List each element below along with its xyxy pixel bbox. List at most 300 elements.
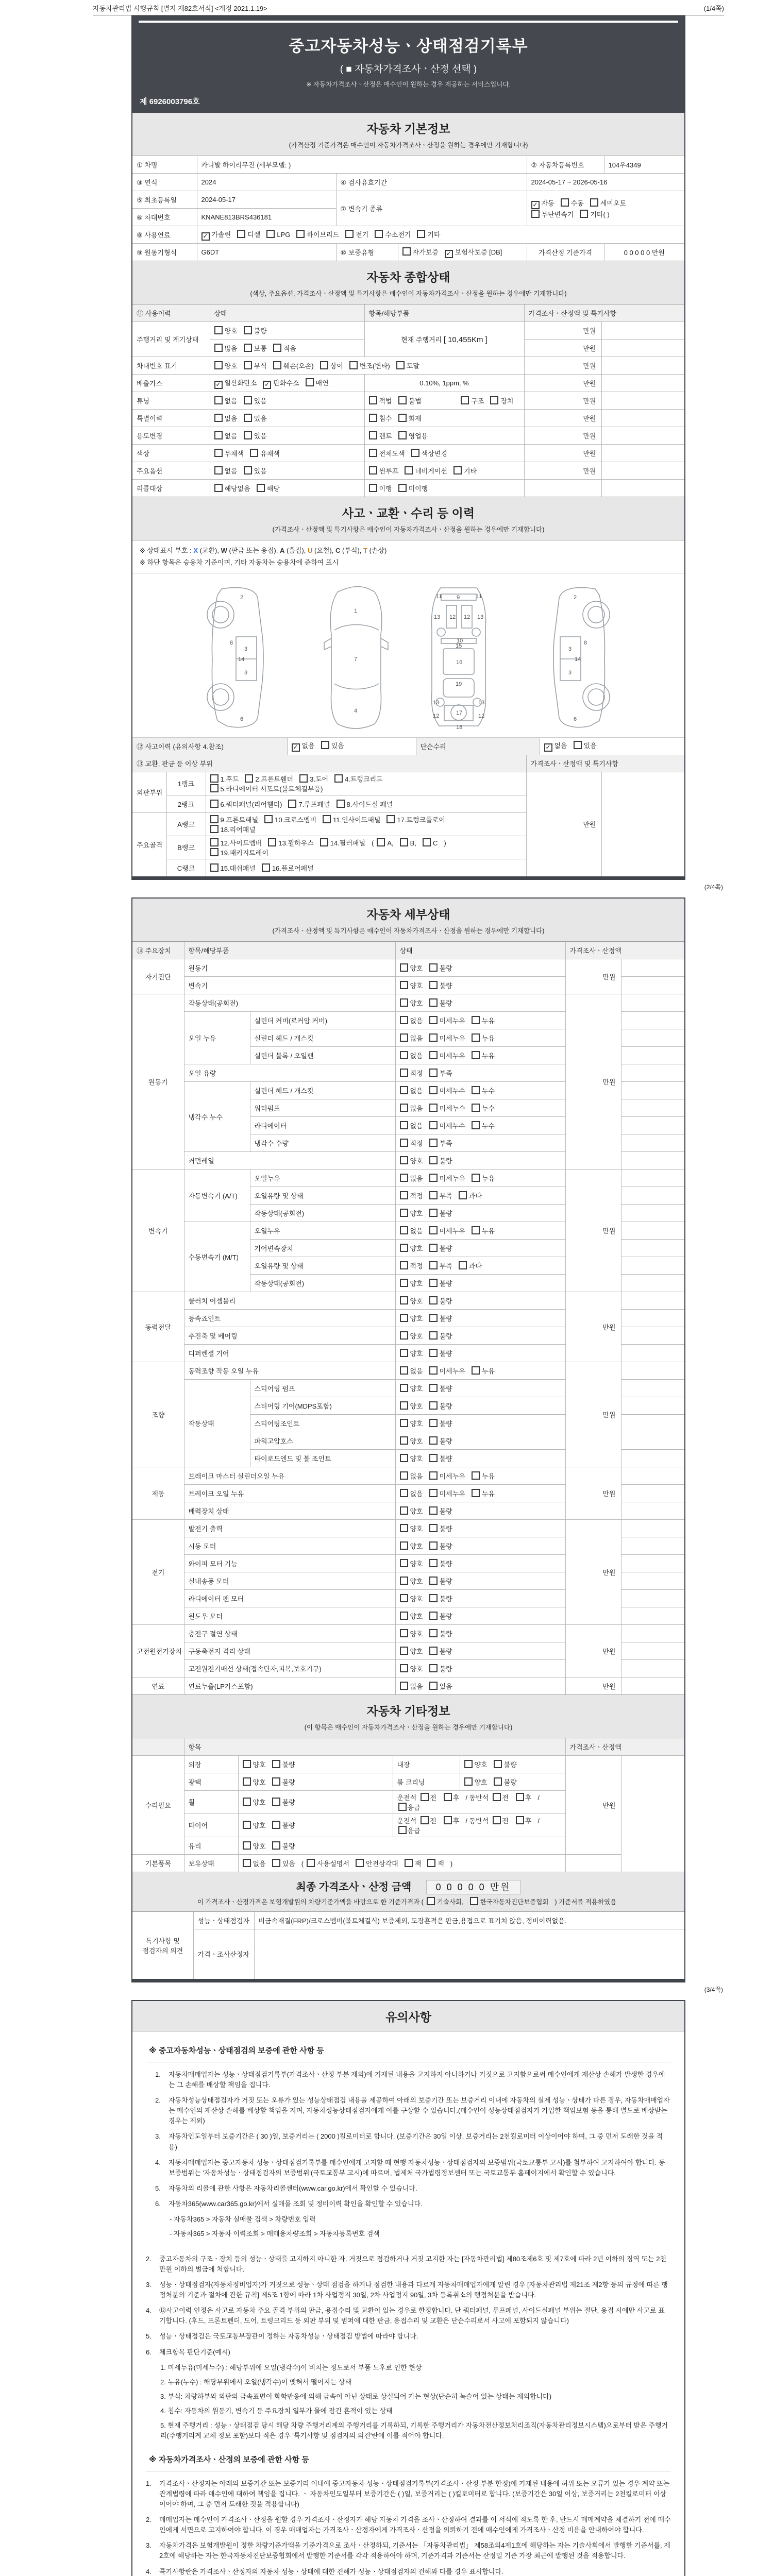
checkbox-option[interactable] [429, 1208, 452, 1218]
checkbox-icon[interactable] [400, 1156, 408, 1164]
checkbox-option[interactable] [400, 1523, 423, 1533]
checkbox-option[interactable] [472, 1033, 495, 1043]
checkbox-option[interactable] [210, 824, 256, 834]
checkbox-icon[interactable] [429, 1226, 438, 1234]
checkbox-icon[interactable] [494, 1777, 502, 1786]
checkbox-option[interactable] [453, 466, 477, 476]
checkbox-option[interactable] [590, 198, 626, 208]
checkbox-icon[interactable] [472, 1471, 480, 1480]
checkbox-icon[interactable] [400, 1261, 408, 1269]
checkbox-icon[interactable] [243, 1841, 251, 1850]
checkbox-option[interactable] [459, 1261, 482, 1270]
checkbox-icon[interactable] [210, 815, 219, 823]
checkbox-icon[interactable] [400, 1489, 408, 1497]
checkbox-option[interactable] [210, 799, 282, 809]
checkbox-option[interactable] [400, 1050, 423, 1060]
checkbox-icon[interactable] [429, 1366, 438, 1375]
checkbox-option[interactable] [369, 396, 392, 405]
checkbox-icon[interactable] [429, 1471, 438, 1480]
checkbox-icon[interactable] [296, 230, 305, 238]
checkbox-icon[interactable] [243, 1821, 251, 1829]
checkbox-checked-icon[interactable]: ✓ [201, 232, 210, 241]
checkbox-icon[interactable] [429, 1559, 438, 1567]
checkbox-icon[interactable] [444, 1816, 452, 1824]
checkbox-option[interactable] [272, 1797, 295, 1807]
checkbox-icon[interactable] [356, 1859, 364, 1867]
checkbox-icon[interactable] [429, 998, 438, 1007]
checkbox-icon[interactable] [400, 1209, 408, 1217]
checkbox-option[interactable] [400, 1226, 423, 1235]
checkbox-option[interactable] [257, 483, 280, 493]
checkbox-icon[interactable] [490, 396, 498, 404]
checkbox-option[interactable] [429, 1173, 465, 1183]
checkbox-option[interactable] [419, 1816, 436, 1825]
checkbox-option[interactable] [429, 1138, 452, 1148]
checkbox-option[interactable] [429, 998, 452, 1008]
checkbox-option[interactable] [429, 980, 452, 990]
checkbox-option[interactable] [243, 1820, 266, 1830]
checkbox-icon[interactable] [273, 344, 281, 352]
checkbox-option[interactable] [400, 1086, 423, 1095]
checkbox-icon[interactable] [444, 1793, 452, 1801]
checkbox-icon[interactable] [306, 378, 314, 386]
checkbox-option[interactable] [472, 1488, 495, 1498]
checkbox-icon[interactable] [400, 1226, 408, 1234]
checkbox-option[interactable] [561, 198, 584, 208]
checkbox-option[interactable] [427, 1858, 444, 1868]
checkbox-option[interactable] [272, 1858, 295, 1868]
checkbox-icon[interactable] [244, 431, 252, 439]
checkbox-option[interactable] [369, 483, 392, 493]
checkbox-icon[interactable] [398, 1803, 407, 1811]
checkbox-checked-icon[interactable]: ✓ [292, 743, 300, 752]
checkbox-option[interactable] [429, 1366, 465, 1376]
checkbox-option[interactable] [400, 1138, 423, 1148]
checkbox-option[interactable] [429, 1103, 465, 1113]
checkbox-icon[interactable] [429, 1033, 438, 1042]
checkbox-icon[interactable] [375, 230, 383, 238]
checkbox-option[interactable] [299, 774, 328, 784]
checkbox-option[interactable] [400, 1015, 423, 1025]
checkbox-option[interactable] [429, 1278, 452, 1288]
checkbox-option[interactable] [201, 229, 231, 241]
checkbox-icon[interactable] [429, 1436, 438, 1445]
checkbox-icon[interactable] [400, 1139, 408, 1147]
checkbox-icon[interactable] [400, 1086, 408, 1094]
checkbox-option[interactable] [244, 343, 267, 353]
checkbox-icon[interactable] [210, 848, 219, 856]
checkbox-icon[interactable] [472, 1121, 480, 1129]
checkbox-option[interactable] [423, 838, 438, 847]
checkbox-icon[interactable] [429, 1401, 438, 1410]
checkbox-icon[interactable] [493, 1816, 501, 1824]
checkbox-option[interactable] [400, 1068, 423, 1078]
checkbox-icon[interactable] [429, 1174, 438, 1182]
checkbox-icon[interactable] [400, 1244, 408, 1252]
checkbox-option[interactable] [400, 1436, 423, 1446]
checkbox-option[interactable] [461, 396, 484, 405]
checkbox-icon[interactable] [464, 1760, 473, 1768]
checkbox-icon[interactable] [400, 1559, 408, 1567]
checkbox-icon[interactable] [400, 1366, 408, 1375]
checkbox-option[interactable] [429, 1348, 452, 1358]
checkbox-icon[interactable] [398, 1826, 407, 1834]
checkbox-option[interactable] [429, 1541, 452, 1551]
checkbox-icon[interactable] [273, 361, 281, 369]
checkbox-icon[interactable] [400, 1104, 408, 1112]
checkbox-icon[interactable] [400, 1349, 408, 1357]
checkbox-option[interactable] [429, 1243, 452, 1253]
checkbox-option[interactable] [400, 1681, 423, 1691]
checkbox-icon[interactable] [257, 484, 265, 492]
checkbox-icon[interactable] [214, 431, 223, 439]
checkbox-icon[interactable] [398, 396, 407, 404]
checkbox-icon[interactable] [214, 361, 223, 369]
checkbox-option[interactable] [492, 1792, 509, 1802]
checkbox-icon[interactable] [429, 1139, 438, 1147]
checkbox-icon[interactable] [396, 361, 405, 369]
checkbox-icon[interactable] [400, 963, 408, 972]
checkbox-icon[interactable] [472, 1051, 480, 1059]
checkbox-icon[interactable] [400, 1314, 408, 1322]
checkbox-option[interactable] [214, 396, 238, 405]
checkbox-option[interactable] [292, 740, 315, 752]
checkbox-option[interactable] [272, 1820, 295, 1830]
checkbox-icon[interactable] [516, 1816, 524, 1824]
checkbox-icon[interactable] [421, 1793, 429, 1801]
checkbox-icon[interactable] [429, 1156, 438, 1164]
checkbox-option[interactable] [443, 1816, 460, 1825]
checkbox-option[interactable] [400, 1191, 423, 1200]
checkbox-option[interactable] [429, 1313, 452, 1323]
checkbox-option[interactable] [210, 774, 239, 784]
checkbox-icon[interactable] [429, 1384, 438, 1392]
checkbox-icon[interactable] [400, 1682, 408, 1690]
checkbox-icon[interactable] [264, 815, 273, 823]
checkbox-icon[interactable] [400, 1331, 408, 1340]
checkbox-option[interactable] [398, 431, 428, 440]
checkbox-option[interactable] [544, 740, 567, 752]
checkbox-option[interactable] [243, 1841, 266, 1851]
checkbox-checked-icon[interactable]: ✓ [544, 743, 552, 752]
checkbox-option[interactable] [472, 1471, 495, 1481]
checkbox-icon[interactable] [472, 1104, 480, 1112]
checkbox-icon[interactable] [453, 466, 462, 474]
checkbox-icon[interactable] [472, 1016, 480, 1024]
checkbox-option[interactable] [429, 1296, 452, 1306]
checkbox-option[interactable] [400, 1418, 423, 1428]
checkbox-option[interactable] [445, 247, 502, 258]
checkbox-option[interactable] [429, 1068, 452, 1078]
checkbox-icon[interactable] [429, 1612, 438, 1620]
checkbox-icon[interactable] [272, 1798, 280, 1806]
checkbox-icon[interactable] [214, 449, 223, 457]
checkbox-icon[interactable] [429, 1314, 438, 1322]
checkbox-option[interactable] [369, 448, 405, 458]
checkbox-option[interactable] [472, 1366, 495, 1376]
checkbox-icon[interactable] [429, 1209, 438, 1217]
checkbox-option[interactable] [263, 378, 299, 389]
checkbox-checked-icon[interactable]: ✓ [445, 250, 453, 258]
checkbox-icon[interactable] [429, 1016, 438, 1024]
checkbox-icon[interactable] [494, 1760, 502, 1768]
checkbox-option[interactable] [574, 740, 597, 750]
checkbox-option[interactable] [243, 1777, 266, 1787]
checkbox-option[interactable] [272, 1841, 295, 1851]
checkbox-icon[interactable] [245, 774, 253, 783]
checkbox-option[interactable] [400, 1296, 423, 1306]
checkbox-icon[interactable] [243, 1760, 251, 1768]
checkbox-option[interactable] [429, 1453, 452, 1463]
checkbox-option[interactable] [214, 361, 238, 370]
checkbox-option[interactable] [400, 1033, 423, 1043]
checkbox-icon[interactable] [472, 1489, 480, 1497]
checkbox-icon[interactable] [307, 1859, 315, 1867]
checkbox-option[interactable] [429, 1086, 465, 1095]
checkbox-icon[interactable] [210, 784, 219, 792]
checkbox-icon[interactable] [369, 414, 377, 422]
checkbox-option[interactable] [321, 740, 344, 750]
checkbox-icon[interactable] [400, 1594, 408, 1602]
checkbox-option[interactable] [429, 1629, 452, 1638]
checkbox-icon[interactable] [337, 800, 345, 808]
checkbox-icon[interactable] [574, 741, 582, 749]
checkbox-option[interactable] [494, 1777, 517, 1787]
checkbox-option[interactable] [214, 343, 238, 353]
checkbox-icon[interactable] [516, 1793, 524, 1801]
checkbox-option[interactable] [429, 1681, 452, 1691]
checkbox-icon[interactable] [244, 466, 252, 474]
checkbox-icon[interactable] [369, 484, 377, 492]
checkbox-option[interactable] [411, 448, 447, 458]
checkbox-option[interactable] [429, 1261, 452, 1270]
checkbox-option[interactable] [429, 1121, 465, 1130]
checkbox-option[interactable] [400, 838, 416, 847]
checkbox-option[interactable] [429, 1506, 452, 1516]
checkbox-icon[interactable] [244, 396, 252, 404]
checkbox-icon[interactable] [429, 981, 438, 989]
checkbox-icon[interactable] [472, 1086, 480, 1094]
checkbox-icon[interactable] [299, 774, 308, 783]
checkbox-icon[interactable] [427, 1897, 435, 1905]
checkbox-option[interactable] [400, 1401, 423, 1411]
checkbox-icon[interactable] [398, 414, 407, 422]
checkbox-icon[interactable] [429, 1577, 438, 1585]
checkbox-option[interactable] [400, 1611, 423, 1621]
checkbox-icon[interactable] [429, 1349, 438, 1357]
checkbox-icon[interactable] [464, 1777, 473, 1786]
checkbox-icon[interactable] [272, 1841, 280, 1850]
checkbox-icon[interactable] [429, 1244, 438, 1252]
checkbox-icon[interactable] [400, 1174, 408, 1182]
checkbox-icon[interactable] [214, 326, 223, 334]
checkbox-icon[interactable] [214, 414, 223, 422]
checkbox-icon[interactable] [214, 466, 223, 474]
checkbox-option[interactable] [243, 1858, 266, 1868]
checkbox-icon[interactable] [411, 449, 419, 457]
checkbox-option[interactable] [400, 1664, 423, 1673]
checkbox-option[interactable] [210, 838, 262, 848]
checkbox-option[interactable] [429, 1471, 465, 1481]
checkbox-option[interactable] [472, 1173, 495, 1183]
checkbox-option[interactable] [400, 1278, 423, 1288]
checkbox-icon[interactable] [320, 361, 328, 369]
checkbox-icon[interactable] [210, 863, 219, 872]
checkbox-option[interactable] [494, 1759, 517, 1769]
checkbox-option[interactable] [400, 1331, 423, 1341]
checkbox-icon[interactable] [272, 1760, 280, 1768]
checkbox-icon[interactable] [244, 326, 252, 334]
checkbox-icon[interactable] [386, 815, 395, 823]
checkbox-option[interactable] [429, 1488, 465, 1498]
checkbox-option[interactable] [400, 1558, 423, 1568]
checkbox-option[interactable] [398, 483, 428, 493]
checkbox-icon[interactable] [531, 210, 540, 218]
checkbox-icon[interactable] [400, 1121, 408, 1129]
checkbox-option[interactable] [429, 1401, 452, 1411]
checkbox-icon[interactable] [400, 1664, 408, 1672]
checkbox-icon[interactable] [429, 1191, 438, 1199]
checkbox-option[interactable] [262, 863, 314, 873]
checkbox-icon[interactable] [590, 198, 598, 207]
checkbox-icon[interactable] [377, 838, 385, 846]
checkbox-icon[interactable] [272, 1821, 280, 1829]
checkbox-option[interactable] [266, 230, 290, 239]
checkbox-icon[interactable] [429, 1682, 438, 1690]
checkbox-icon[interactable] [429, 1051, 438, 1059]
checkbox-option[interactable] [531, 198, 554, 209]
checkbox-option[interactable] [429, 1191, 452, 1200]
checkbox-option[interactable] [429, 1576, 452, 1586]
checkbox-icon[interactable] [429, 1454, 438, 1462]
checkbox-icon[interactable] [429, 1121, 438, 1129]
checkbox-icon[interactable] [400, 1524, 408, 1532]
checkbox-icon[interactable] [210, 800, 219, 808]
checkbox-option[interactable] [268, 838, 313, 848]
checkbox-option[interactable] [429, 1050, 465, 1060]
checkbox-option[interactable] [400, 1629, 423, 1638]
checkbox-option[interactable] [429, 1558, 452, 1568]
checkbox-option[interactable] [580, 209, 609, 219]
checkbox-option[interactable] [400, 1383, 423, 1393]
checkbox-option[interactable] [334, 774, 383, 784]
checkbox-icon[interactable] [214, 484, 223, 492]
checkbox-option[interactable] [245, 774, 293, 784]
checkbox-option[interactable] [214, 326, 238, 335]
checkbox-icon[interactable] [369, 396, 377, 404]
checkbox-icon[interactable] [323, 815, 331, 823]
checkbox-option[interactable] [429, 1418, 452, 1428]
checkbox-icon[interactable] [400, 1384, 408, 1392]
checkbox-option[interactable] [429, 1594, 452, 1603]
checkbox-option[interactable] [243, 1797, 266, 1807]
checkbox-icon[interactable] [429, 1629, 438, 1637]
checkbox-option[interactable] [273, 361, 314, 370]
checkbox-icon[interactable] [405, 1859, 413, 1867]
checkbox-option[interactable] [464, 1777, 488, 1787]
checkbox-icon[interactable] [400, 1629, 408, 1637]
checkbox-option[interactable] [250, 448, 280, 458]
checkbox-icon[interactable] [400, 981, 408, 989]
checkbox-icon[interactable] [250, 449, 258, 457]
checkbox-option[interactable] [320, 838, 365, 848]
checkbox-icon[interactable] [429, 1541, 438, 1550]
checkbox-option[interactable] [400, 1646, 423, 1656]
checkbox-option[interactable] [429, 1664, 452, 1673]
checkbox-icon[interactable] [321, 741, 329, 749]
checkbox-icon[interactable] [429, 1664, 438, 1672]
checkbox-icon[interactable] [243, 1798, 251, 1806]
checkbox-option[interactable] [515, 1816, 532, 1825]
checkbox-option[interactable] [296, 229, 339, 239]
checkbox-option[interactable] [377, 838, 393, 847]
checkbox-icon[interactable] [461, 396, 469, 404]
checkbox-icon[interactable] [369, 466, 377, 474]
checkbox-icon[interactable] [400, 838, 408, 846]
checkbox-icon[interactable] [400, 1541, 408, 1550]
checkbox-icon[interactable] [345, 230, 354, 238]
checkbox-option[interactable] [244, 396, 267, 405]
checkbox-option[interactable] [470, 1897, 549, 1906]
checkbox-icon[interactable] [288, 800, 296, 808]
checkbox-option[interactable] [214, 431, 238, 440]
checkbox-option[interactable] [400, 980, 423, 990]
checkbox-option[interactable] [429, 1033, 465, 1043]
checkbox-icon[interactable] [244, 414, 252, 422]
checkbox-option[interactable] [214, 466, 238, 476]
checkbox-icon[interactable] [400, 1419, 408, 1427]
checkbox-option[interactable] [273, 343, 296, 353]
checkbox-option[interactable] [210, 863, 256, 873]
checkbox-icon[interactable] [429, 1296, 438, 1304]
checkbox-icon[interactable] [429, 1279, 438, 1287]
checkbox-option[interactable] [492, 1816, 509, 1825]
checkbox-icon[interactable] [472, 1366, 480, 1375]
checkbox-option[interactable] [464, 1759, 488, 1769]
checkbox-option[interactable] [272, 1759, 295, 1769]
checkbox-icon[interactable] [400, 1577, 408, 1585]
checkbox-icon[interactable] [429, 1506, 438, 1515]
checkbox-icon[interactable] [429, 963, 438, 972]
checkbox-option[interactable] [400, 1366, 423, 1376]
checkbox-icon[interactable] [400, 1051, 408, 1059]
checkbox-icon[interactable] [459, 1191, 467, 1199]
checkbox-icon[interactable] [429, 1489, 438, 1497]
checkbox-option[interactable] [244, 431, 267, 440]
checkbox-icon[interactable] [243, 1777, 251, 1786]
checkbox-option[interactable] [400, 1576, 423, 1586]
checkbox-option[interactable] [243, 1759, 266, 1769]
checkbox-option[interactable] [244, 326, 267, 335]
checkbox-icon[interactable] [400, 1191, 408, 1199]
checkbox-option[interactable] [307, 1858, 349, 1868]
checkbox-option[interactable] [400, 1506, 423, 1516]
checkbox-option[interactable] [400, 963, 423, 973]
checkbox-option[interactable] [400, 1471, 423, 1481]
checkbox-icon[interactable] [405, 466, 413, 474]
checkbox-icon[interactable] [214, 396, 223, 404]
checkbox-option[interactable] [214, 378, 257, 389]
checkbox-option[interactable] [244, 413, 267, 423]
checkbox-option[interactable] [429, 1611, 452, 1621]
checkbox-option[interactable] [369, 466, 399, 476]
checkbox-option[interactable] [402, 247, 439, 257]
checkbox-option[interactable] [369, 413, 392, 423]
checkbox-icon[interactable] [272, 1859, 280, 1867]
checkbox-option[interactable] [429, 1156, 452, 1165]
checkbox-option[interactable] [429, 1226, 465, 1235]
checkbox-checked-icon[interactable]: ✓ [531, 201, 540, 209]
